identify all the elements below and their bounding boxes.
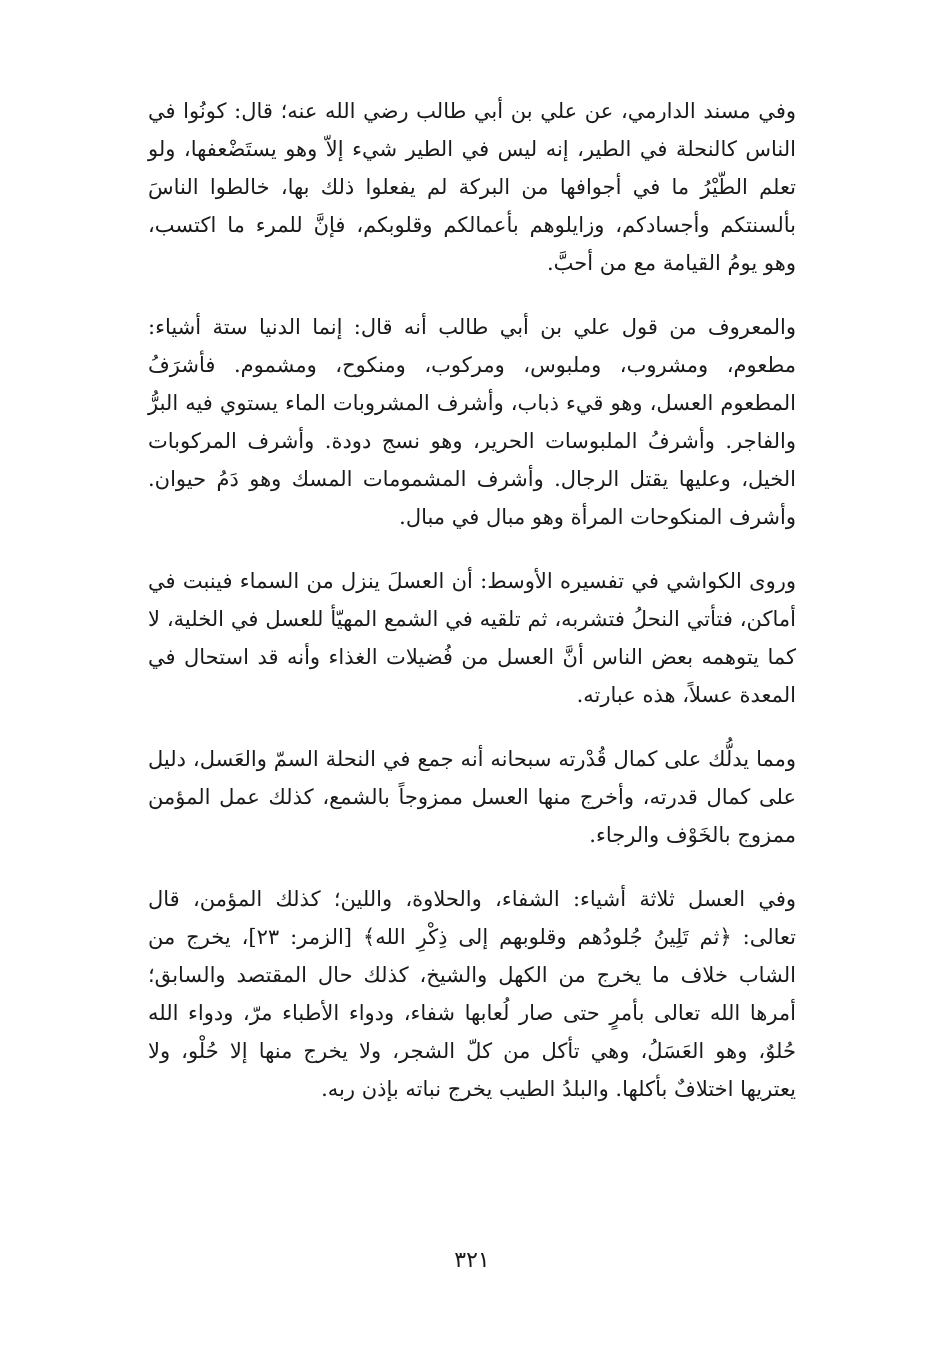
page-number: ٣٢١ — [454, 1248, 490, 1273]
paragraph-5: وفي العسل ثلاثة أشياء: الشفاء، والحلاوة، واللين؛ كذلك المؤمن، قال تعالى: ﴿ثم تَلِينُ جُلودُهم وقلوبهم إلى ذِكْرِ الله﴾ [الزمر: ٢٣]، يخرج من الشاب خلاف ما يخرج من الكهل والشيخ، كذلك حال المقتصد والسابق؛ أمرها الله تعالى بأمرٍ حتى صار لُعابها شفاء، ودواء الأطباء مرّ، ودواء الله حُلوٌ، وهو العَسَلُ، وهي تأكل من كلّ الشجر، ولا يخرج منها إلا حُلْو، ولا يعتريها اختلافٌ بأكلها. والبلدُ الطيب يخرج نباته بإذن ربه. — [148, 887, 796, 1101]
paragraph-1: وفي مسند الدارمي، عن علي بن أبي طالب رضي الله عنه؛ قال: كونُوا في الناس كالنحلة في الطير، إنه ليس في الطير شيء إلاّ وهو يستَضْعفها، ولو تعلم الطّيْرُ ما في أجوافها من البركة لم يفعلوا ذلك بها، خالطوا الناسَ بألسنتكم وأجسادكم، وزايلوهم بأعمالكم وقلوبكم، فإنَّ للمرء ما اكتسب، وهو يومُ القيامة مع من أحبَّ. — [148, 99, 796, 275]
paragraph-4: ومما يدلُّك على كمال قُدْرته سبحانه أنه جمع في النحلة السمّ والعَسل، دليل على كمال قدرته، وأخرج منها العسل ممزوجاً بالشمع، كذلك عمل المؤمن ممزوج بالخَوْف والرجاء. — [148, 747, 796, 847]
body-text — [148, 92, 796, 1134]
paragraph-3: وروى الكواشي في تفسيره الأوسط: أن العسلَ ينزل من السماء فينبت في أماكن، فتأتي النحلُ فتشربه، ثم تلقيه في الشمع المهيّأ للعسل في الخلية، لا كما يتوهمه بعض الناس أنَّ العسل من فُضيلات الغذاء وأنه قد استحال في المعدة عسلاً، هذه عبارته. — [148, 569, 796, 707]
paragraph-2: والمعروف من قول علي بن أبي طالب أنه قال: إنما الدنيا ستة أشياء: مطعوم، ومشروب، وملبوس، ومركوب، ومنكوح، ومشموم. فأشرَفُ المطعوم العسل، وهو قيء ذباب، وأشرف المشروبات الماء يستوي فيه البرُّ والفاجر. وأشرفُ الملبوسات الحرير، وهو نسج دودة. وأشرف المركوبات الخيل، وعليها يقتل الرجال. وأشرف المشمومات المسك وهو دَمُ حيوان. وأشرف المنكوحات المرأة وهو مبال في مبال. — [148, 315, 796, 529]
